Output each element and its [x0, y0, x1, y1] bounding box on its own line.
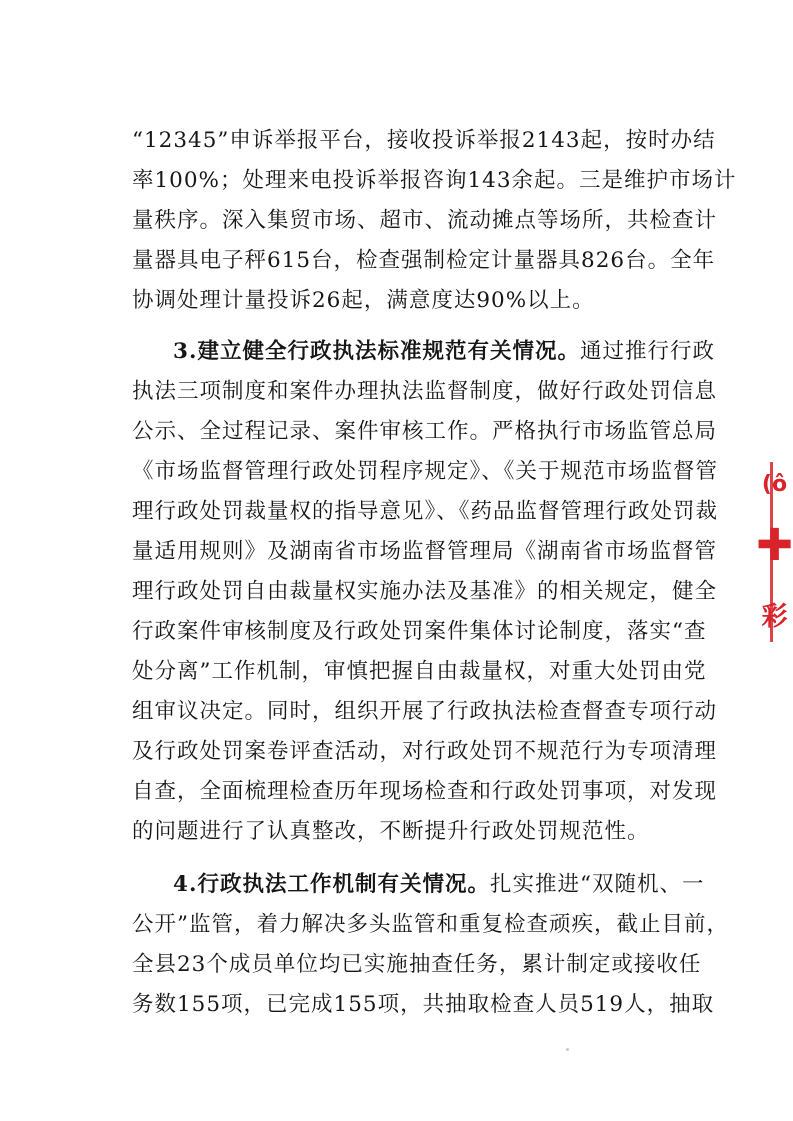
paragraph-line: 组审议决定。同时，组织开展了行政执法检查督查专项行动: [132, 699, 718, 724]
paragraph-line: 量器具电子秤615台，检查强制检定计量器具826台。全年: [132, 248, 716, 273]
paragraph-line: 及行政处罚案卷评查活动，对行政处罚不规范行为专项清理: [132, 739, 718, 764]
paragraph-line: 量适用规则》及湖南省市场监督管理局《湖南省市场监督管: [132, 539, 718, 564]
paragraph-line: 公开”监管，着力解决多头监管和重复检查顽疾，截止目前，: [132, 912, 729, 937]
paragraph-line: 的问题进行了认真整改，不断提升行政处罚规范性。: [132, 819, 650, 844]
section-heading-line: 4.行政执法工作机制有关情况。扎实推进“双随机、一: [173, 872, 705, 897]
paragraph-line: 行政案件审核制度及行政处罚案件集体讨论制度，落实“查: [132, 619, 707, 644]
scan-speck: [566, 1048, 569, 1051]
paragraph-line: 《市场监督管理行政处罚程序规定》、《关于规范市场监督管: [132, 459, 719, 484]
section-heading-line: 3.建立健全行政执法标准规范有关情况。通过推行行政: [173, 339, 715, 364]
paragraph-line: 务数155项，已完成155项，共抽取检查人员519人，抽取: [132, 992, 715, 1017]
paragraph-line: 处分离”工作机制，审慎把握自由裁量权，对重大处罚由党: [132, 659, 707, 684]
section-heading: 3.建立健全行政执法标准规范有关情况。: [173, 339, 580, 364]
paragraph-line: 理行政处罚裁量权的指导意见》、《药品监督管理行政处罚裁: [132, 499, 719, 524]
seal-fragment-bottom: 彩: [761, 602, 788, 632]
paragraph-line: 协调处理计量投诉26起，满意度达90%以上。: [132, 288, 595, 313]
paragraph-line: 执法三项制度和案件办理执法监督制度，做好行政处罚信息: [132, 379, 718, 404]
paragraph-line: 自查，全面梳理检查历年现场检查和行政处罚事项，对发现: [132, 779, 718, 804]
seal-star-icon: ✚: [756, 520, 793, 571]
section-heading: 4.行政执法工作机制有关情况。: [173, 872, 490, 897]
seal-fragment-top: (ô: [761, 472, 788, 497]
paragraph-line: 率100%；处理来电投诉举报咨询143余起。三是维护市场计: [132, 168, 737, 193]
paragraph-line: “12345”申诉举报平台，接收投诉举报2143起，按时办结: [132, 128, 716, 153]
paragraph-line: 量秩序。深入集贸市场、超市、流动摊点等场所，共检查计: [132, 208, 718, 233]
paragraph-line: 理行政处罚自由裁量权实施办法及基准》的相关规定，健全: [132, 579, 718, 604]
paragraph-line: 全县23个成员单位均已实施抽查任务，累计制定或接收任: [132, 952, 702, 977]
paragraph-line: 公示、全过程记录、案件审核工作。严格执行市场监管总局: [132, 419, 718, 444]
